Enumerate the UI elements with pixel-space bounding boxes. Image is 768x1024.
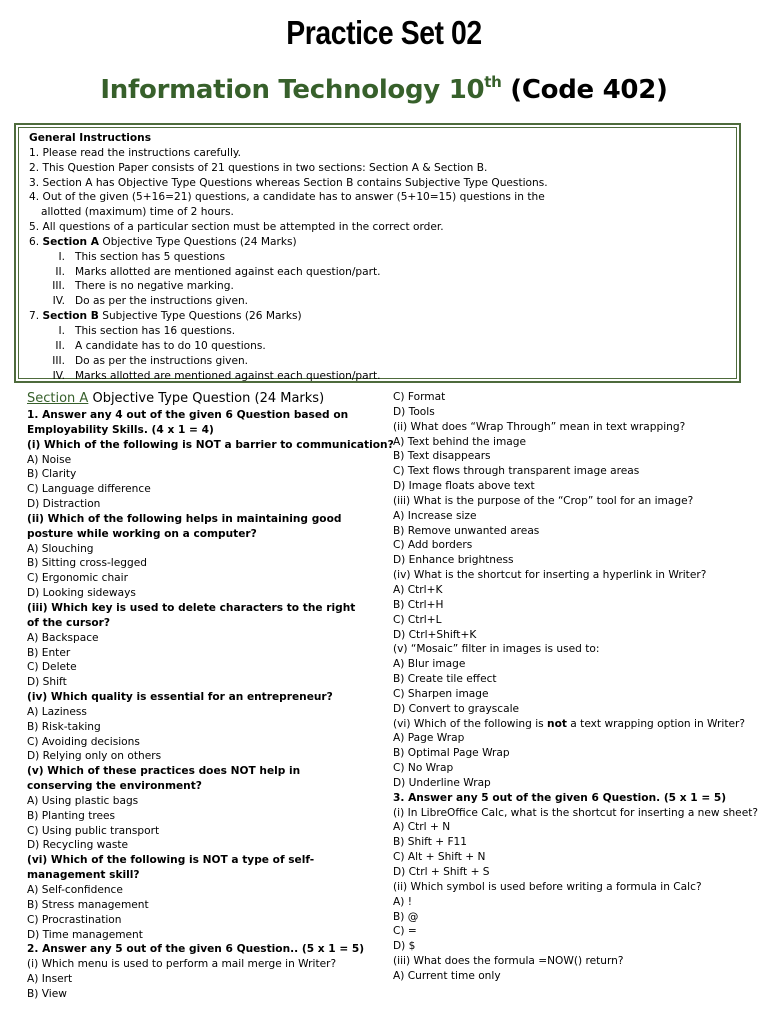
question-1-i: (i) Which of the following is NOT a barrier to communication? — [27, 438, 394, 451]
option: A) Current time only — [393, 969, 501, 982]
subject-name: Information Technology 10th — [100, 73, 502, 105]
option: C) Ctrl+L — [393, 613, 442, 626]
question-1-vi: (vi) Which of the following is NOT a type of self-management skill? — [27, 854, 315, 882]
section-a-rule: II. Marks allotted are mentioned against each question/part. — [55, 265, 381, 278]
question-1-v: (v) Which of these practices does NOT help in conserving the environment? — [27, 765, 301, 793]
general-instructions-box — [14, 123, 741, 383]
option: C) Avoiding decisions — [27, 735, 140, 748]
option: A) Ctrl+K — [393, 583, 443, 596]
option: A) Using plastic bags — [27, 794, 139, 807]
option: D) Enhance brightness — [393, 554, 514, 567]
instruction-3: 3. Section A has Objective Type Questions whereas Section B contains Subjective Type Questions. — [29, 176, 548, 189]
option: D) Distraction — [27, 498, 101, 511]
instruction-4-continued: allotted (maximum) time of 2 hours. — [41, 206, 234, 219]
right-column — [393, 390, 758, 984]
question-2-vi: (vi) Which of the following is not a text wrapping option in Writer? — [393, 717, 745, 730]
option: B) Planting trees — [27, 809, 116, 822]
option: B) Risk-taking — [27, 720, 101, 733]
option: A) ! — [393, 895, 412, 908]
left-column — [27, 390, 394, 1002]
question-3-ii: (ii) Which symbol is used before writing a formula in Calc? — [393, 880, 702, 893]
option: C) Format — [393, 391, 446, 403]
option: C) = — [393, 925, 417, 938]
option: D) $ — [393, 940, 416, 953]
option: B) Clarity — [27, 468, 77, 481]
option: A) Slouching — [27, 542, 94, 555]
option: B) Create tile effect — [393, 673, 497, 686]
question-2-v: (v) “Mosaic” filter in images is used to: — [393, 643, 600, 656]
question-3-iii: (iii) What does the formula =NOW() return? — [393, 955, 624, 968]
option: A) Text behind the image — [393, 435, 526, 448]
option: A) Noise — [27, 453, 72, 466]
page-subtitle — [0, 73, 768, 105]
option: A) Self-confidence — [27, 884, 123, 896]
page-title: Practice Set 02 — [286, 14, 482, 51]
option: C) Using public transport — [27, 824, 160, 837]
question-1-header: 1. Answer any 4 out of the given 6 Question based on Employability Skills. (4 x 1 = 4) — [27, 409, 349, 436]
option: C) No Wrap — [393, 762, 454, 775]
instruction-7: 7. Section B Subjective Type Questions (26 Marks) — [29, 310, 302, 323]
option: A) Insert — [27, 973, 73, 986]
option: A) Blur image — [393, 658, 466, 671]
section-b-rule: I. This section has 16 questions. — [58, 324, 236, 337]
option: D) Looking sideways — [27, 587, 136, 600]
question-2-header: 2. Answer any 5 out of the given 6 Question.. (5 x 1 = 5) — [27, 943, 365, 956]
instruction-6: 6. Section A Objective Type Questions (24 Marks) — [29, 235, 297, 248]
option: D) Underline Wrap — [393, 776, 491, 789]
option: B) Enter — [27, 646, 71, 659]
section-a-heading: Section A Objective Type Question (24 Marks) — [27, 391, 325, 406]
option: B) Shift + F11 — [393, 836, 468, 849]
option: C) Sharpen image — [393, 687, 489, 700]
option: B) @ — [393, 910, 419, 923]
option: C) Add borders — [393, 539, 473, 552]
question-1-iii: (iii) Which key is used to delete characters to the right of the cursor? — [27, 601, 356, 629]
section-a-rule: III. There is no negative marking. — [52, 280, 234, 293]
option: B) Remove unwanted areas — [393, 524, 540, 537]
option: C) Delete — [27, 661, 77, 674]
subject-code: (Code 402) — [510, 75, 668, 105]
option: D) Time management — [27, 928, 143, 941]
option: C) Alt + Shift + N — [393, 851, 486, 864]
option: B) Sitting cross-legged — [27, 557, 147, 570]
question-1-ii: (ii) Which of the following helps in maintaining good posture while working on a computer? — [27, 512, 342, 540]
option: D) Tools — [393, 405, 435, 418]
option: A) Ctrl + N — [393, 821, 451, 834]
instruction-2: 2. This Question Paper consists of 21 questions in two sections: Section A & Section B. — [29, 161, 488, 174]
option: C) Language difference — [27, 483, 151, 496]
question-3-header: 3. Answer any 5 out of the given 6 Question. (5 x 1 = 5) — [393, 791, 727, 804]
general-instructions-content — [18, 127, 737, 382]
instructions-heading: General Instructions — [29, 132, 152, 144]
instruction-5: 5. All questions of a particular section must be attempted in the correct order. — [29, 221, 444, 234]
option: A) Page Wrap — [393, 732, 465, 745]
question-2-iv: (iv) What is the shortcut for inserting a hyperlink in Writer? — [393, 569, 707, 582]
option: C) Ergonomic chair — [27, 572, 128, 585]
question-2-iii: (iii) What is the purpose of the “Crop” tool for an image? — [393, 494, 694, 507]
option: B) Text disappears — [393, 450, 491, 463]
question-3-i: (i) In LibreOffice Calc, what is the shortcut for inserting a new sheet? — [393, 806, 758, 819]
option: B) View — [27, 987, 67, 1000]
option: D) Recycling waste — [27, 839, 129, 852]
instruction-1: 1. Please read the instructions carefully. — [29, 146, 242, 159]
option: D) Relying only on others — [27, 750, 162, 763]
option: B) Stress management — [27, 898, 149, 911]
option: D) Image floats above text — [393, 480, 535, 493]
option: C) Text flows through transparent image areas — [393, 465, 640, 478]
option: C) Procrastination — [27, 913, 122, 926]
section-a-link[interactable]: Section A — [27, 391, 89, 406]
section-b-rule: II. A candidate has to do 10 questions. — [55, 339, 266, 352]
question-1-iv: (iv) Which quality is essential for an entrepreneur? — [27, 691, 333, 704]
option: D) Shift — [27, 676, 67, 689]
option: B) Optimal Page Wrap — [393, 747, 510, 760]
option: D) Ctrl + Shift + S — [393, 866, 490, 878]
option: A) Backspace — [27, 631, 99, 644]
section-a-rule: IV. Do as per the instructions given. — [52, 295, 249, 308]
section-a-rule: I. This section has 5 questions — [58, 250, 226, 263]
option: D) Convert to grayscale — [393, 702, 520, 715]
option: D) Ctrl+Shift+K — [393, 628, 477, 641]
question-2-ii: (ii) What does “Wrap Through” mean in text wrapping? — [393, 420, 686, 433]
section-b-rule: IV. Marks allotted are mentioned against each question/part. — [52, 369, 381, 382]
question-2-i: (i) Which menu is used to perform a mail merge in Writer? — [27, 958, 337, 971]
option: A) Increase size — [393, 509, 477, 522]
option: B) Ctrl+H — [393, 598, 444, 611]
option: A) Laziness — [27, 705, 87, 718]
section-b-rule: III. Do as per the instructions given. — [52, 354, 249, 367]
instruction-4: 4. Out of the given (5+16=21) questions, a candidate has to answer (5+10=15) questions in the — [29, 191, 545, 204]
